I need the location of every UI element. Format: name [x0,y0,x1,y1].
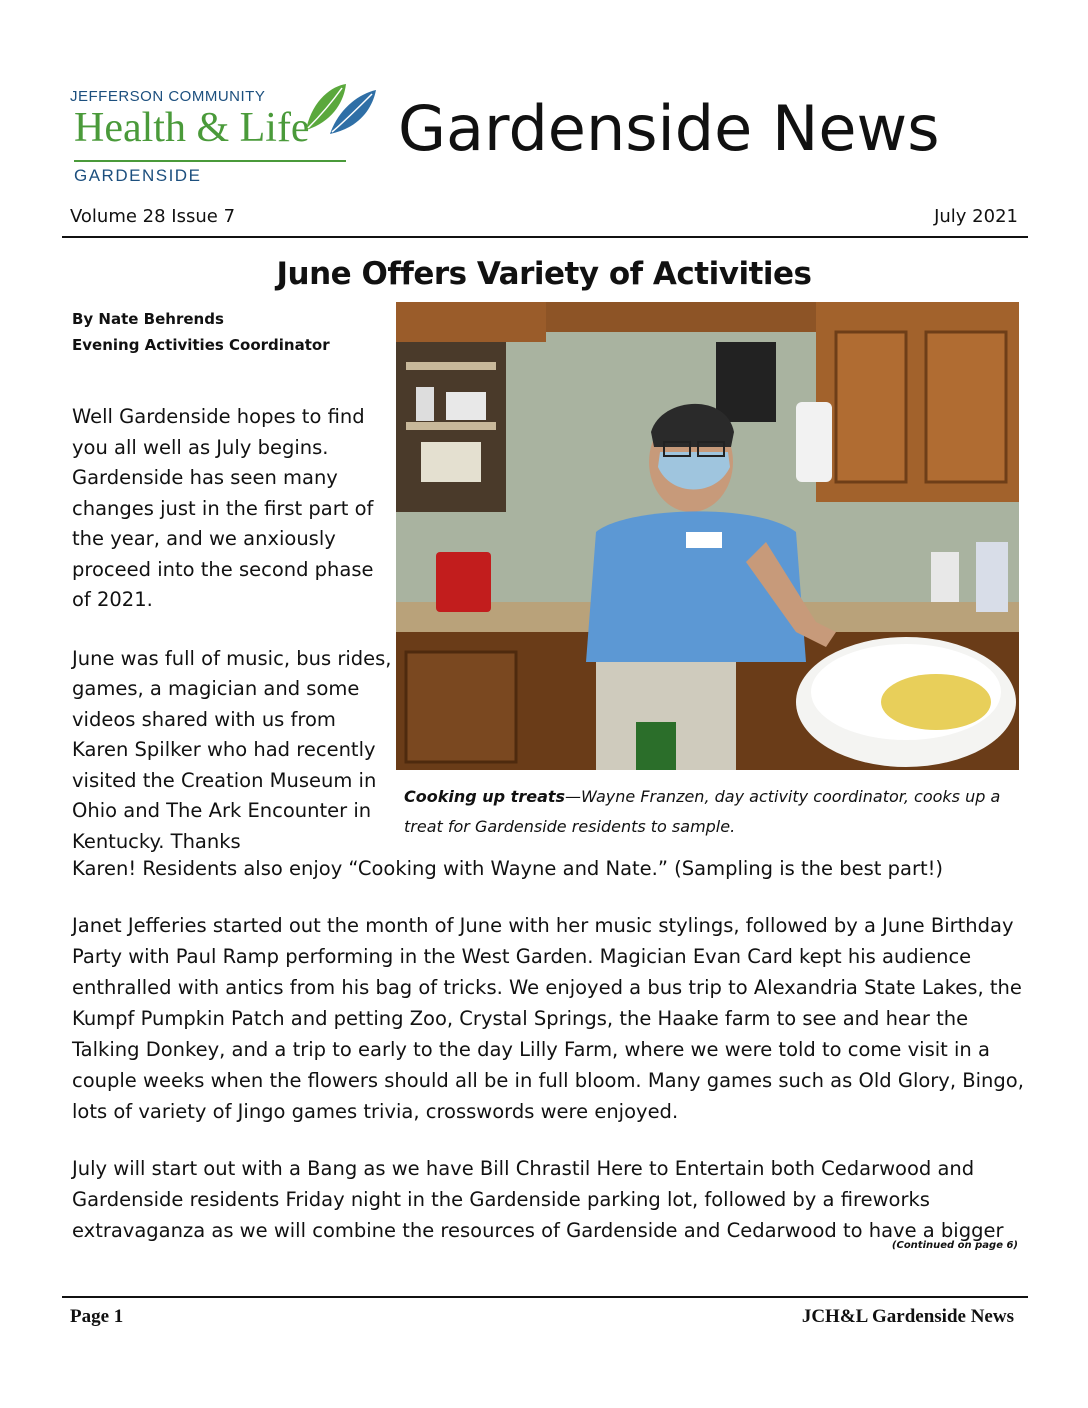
issue-date: July 2021 [934,206,1018,227]
newsletter-title: Gardenside News [398,92,940,165]
byline-name: By Nate Behrends [72,310,224,328]
photo-caption [404,782,1024,842]
byline [72,306,330,358]
logo-divider [74,160,346,162]
leaves-icon [302,80,378,136]
article-photo [396,302,1019,770]
article-column-text [72,402,392,885]
caption-lead: Cooking up treats [404,787,566,806]
footer-divider [62,1296,1028,1298]
organization-logo [70,80,380,190]
article-headline: June Offers Variety of Activities [276,256,812,292]
byline-title: Evening Activities Coordinator [72,336,330,354]
article-paragraph: June was full of music, bus rides, games, a magician and some videos shared with us from Karen Spilker who had recently visited the Creation Museum in Ohio and The Ark Encounter in Kentucky. Thanks [72,646,392,853]
continued-note: (Continued on page 6) [891,1240,1018,1251]
page-number: Page 1 [70,1306,124,1327]
article-paragraph: July will start out with a Bang as we have Bill Chrastil Here to Entertain both Cedarwood and Gardenside residents Friday night in the Gardenside parking lot, followed by a fireworks extravaganza as we will combine the resources of Gardenside and Cedarwood to have a bigger [72,1157,1004,1242]
logo-line-2: Health & Life [74,105,310,151]
article-paragraph: Karen! Residents also enjoy “Cooking with Wayne and Nate.” (Sampling is the best part!) [72,857,944,880]
volume-issue: Volume 28 Issue 7 [70,206,236,227]
article-body-text [72,853,1032,1272]
article-paragraph: Well Gardenside hopes to find you all well as July begins. Gardenside has seen many changes just in the first part of the year, and we anxiously proceed into the second phase of 2021. [72,405,374,611]
footer-publication-name: JCH&L Gardenside News [801,1306,1014,1327]
logo-line-1: JEFFERSON COMMUNITY [70,88,266,105]
caption-text: —Wayne Franzen, day activity coordinator, cooks up a treat for Gardenside residents to sample. [404,787,1001,836]
logo-line-3: GARDENSIDE [74,166,202,185]
article-paragraph: Janet Jefferies started out the month of June with her music stylings, followed by a June Birthday Party with Paul Ramp performing in the West Garden. Magician Evan Card kept his audience enthralled with antics from his bag of tricks. We enjoyed a bus trip to Alexandria State Lakes, the Kumpf Pumpkin Patch and petting Zoo, Crystal Springs, the Haake farm to see and hear the Talking Donkey, and a trip to early to the day Lilly Farm, where we were told to come visit in a couple weeks when the flowers should all be in full bloom. Many games such as Old Glory, Bingo, lots of variety of Jingo games trivia, crosswords were enjoyed. [72,914,1024,1123]
header-divider [62,236,1028,238]
